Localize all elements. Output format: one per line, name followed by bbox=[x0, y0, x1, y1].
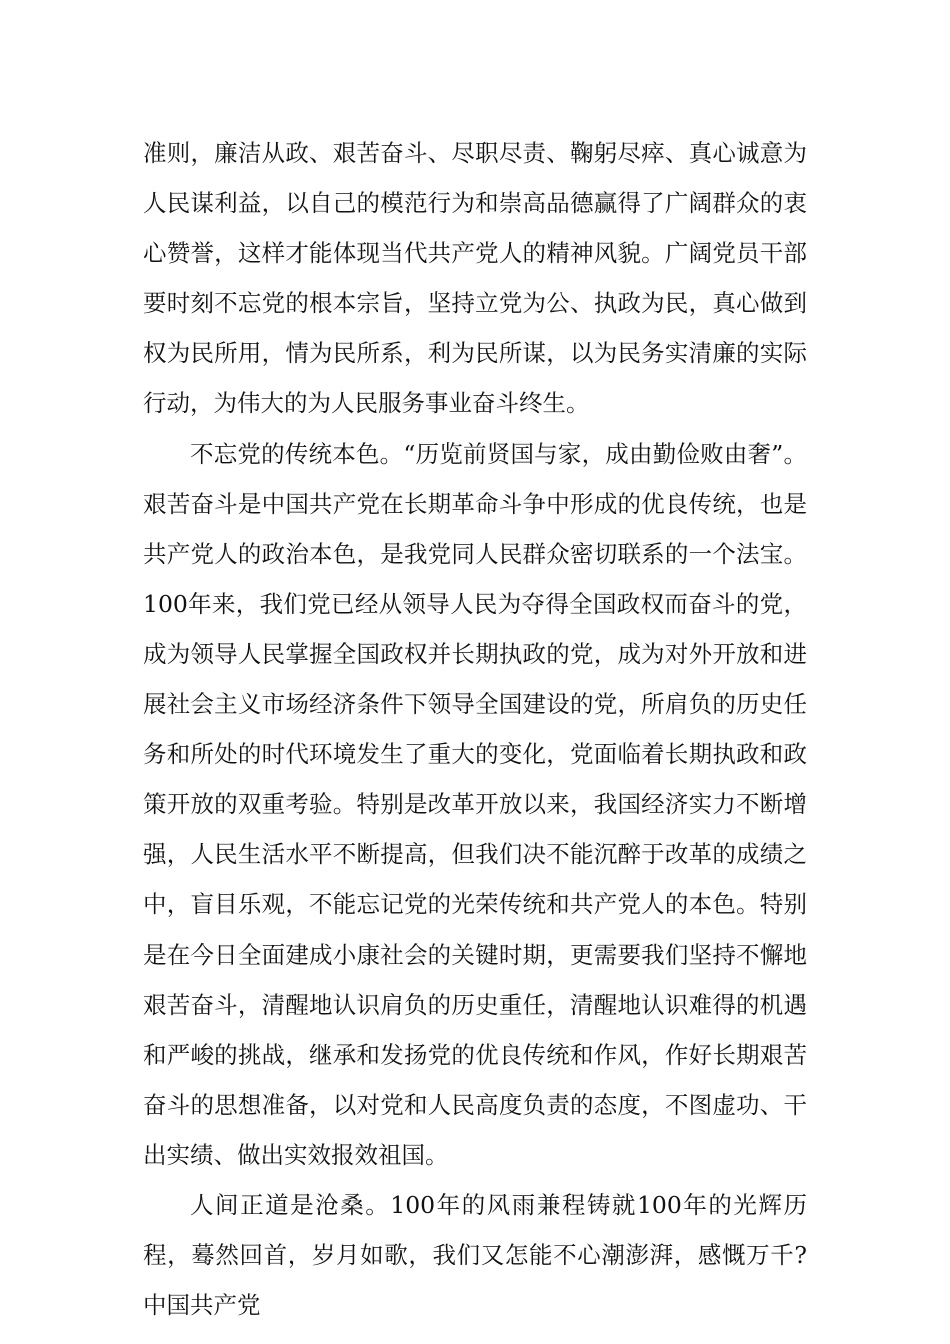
paragraph-3: 人间正道是沧桑。100年的风雨兼程铸就100年的光辉历程，蓦然回首，岁月如歌，我们又怎能不心潮澎湃，感慨万千?中国共产党 bbox=[143, 1190, 807, 1320]
paragraph-2: 不忘党的传统本色。“历览前贤国与家，成由勤俭败由奢”。艰苦奋斗是中国共产党在长期革命斗争中形成的优良传统，也是共产党人的政治本色，是我党同人民群众密切联系的一个法宝。100年来，我们党已经从领导人民为夺得全国政权而奋斗的党，成为领导人民掌握全国政权并长期执政的党，成为对外开放和进展社会主义市场经济条件下领导全国建设的党，所肩负的历史任务和所处的时代环境发生了重大的变化，党面临着长期执政和政策开放的双重考验。特别是改革开放以来，我国经济实力不断增强，人民生活水平不断提高，但我们决不能沉醉于改革的成绩之中，盲目乐观，不能忘记党的光荣传统和共产党人的本色。特别是在今日全面建成小康社会的关键时期，更需要我们坚持不懈地艰苦奋斗，清醒地认识肩负的历史重任，清醒地认识难得的机遇和严峻的挑战，继承和发扬党的优良传统和作风，作好长期艰苦奋斗的思想准备，以对党和人民高度负责的态度，不图虚功、干出实绩、做出实效报效祖国。 bbox=[143, 439, 807, 1169]
document-body bbox=[143, 128, 807, 1330]
paragraph-1: 准则，廉洁从政、艰苦奋斗、尽职尽责、鞠躬尽瘁、真心诚意为人民谋利益，以自己的模范行为和崇高品德赢得了广阔群众的衷心赞誉，这样才能体现当代共产党人的精神风貌。广阔党员干部要时刻不忘党的根本宗旨，坚持立党为公、执政为民，真心做到权为民所用，情为民所系，利为民所谋，以为民务实清廉的实际行动，为伟大的为人民服务事业奋斗终生。 bbox=[143, 139, 807, 418]
